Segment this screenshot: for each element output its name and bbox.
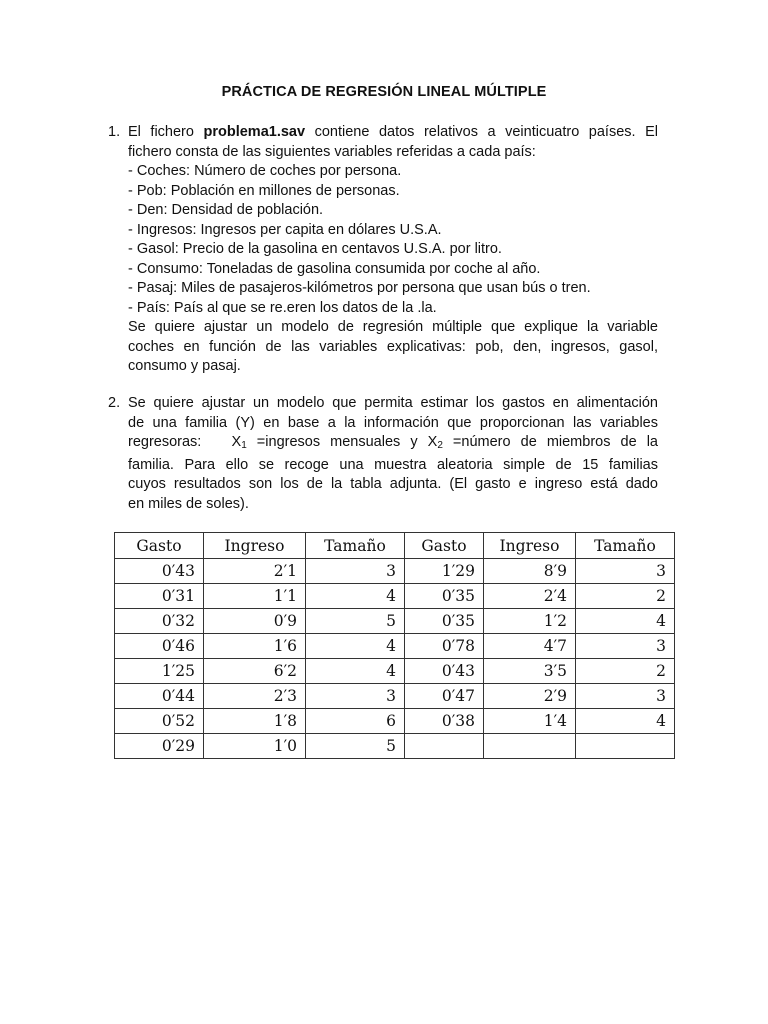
header-tamano-1: Tamaño (306, 533, 405, 559)
table-cell: 2′9 (484, 684, 576, 709)
table-cell: 1′6 (204, 634, 306, 659)
table-cell (405, 734, 484, 759)
table-row (115, 709, 675, 734)
table-row (115, 634, 675, 659)
table-cell: 0′29 (115, 734, 204, 759)
table-cell: 3 (576, 559, 675, 584)
table-cell: 1′8 (204, 709, 306, 734)
subscript-1: 1 (241, 440, 247, 451)
table-cell: 1′0 (204, 734, 306, 759)
table-cell: 0′46 (115, 634, 204, 659)
file-name: problema1.sav (203, 124, 306, 140)
table-cell: 4 (306, 634, 405, 659)
table-cell: 1′29 (405, 559, 484, 584)
exercise-2-body (128, 394, 658, 514)
table-cell: 0′35 (405, 609, 484, 634)
page-title: PRÁCTICA DE REGRESIÓN LINEAL MÚLTIPLE (221, 84, 547, 100)
exercise-2-line1: Se quiere ajustar un modelo que permita estimar los gastos en alimentación (128, 395, 658, 411)
table-cell: 3 (306, 559, 405, 584)
table-cell: 4 (306, 659, 405, 684)
table-cell: 2 (576, 659, 675, 684)
header-ingreso-2: Ingreso (484, 533, 576, 559)
exercise-2-line4: familia. Para ello se recoge una muestra aleatoria simple de 15 familias (128, 456, 658, 473)
exercise-2-line6: en miles de soles). (128, 495, 249, 512)
table-cell: 0′47 (405, 684, 484, 709)
table-cell: 6 (306, 709, 405, 734)
table-row (115, 659, 675, 684)
table-header-row (115, 533, 675, 559)
table-cell (484, 734, 576, 759)
exercise-1-number: 1. (108, 124, 121, 140)
exercise-2-number: 2. (108, 395, 121, 411)
table-cell: 0′43 (115, 559, 204, 584)
intro-text-after: contiene datos relativos a veinticuatro países. El (305, 124, 658, 140)
variable-coches: - Coches: Número de coches por persona. (128, 163, 402, 179)
table-cell: 0′78 (405, 634, 484, 659)
table-cell: 0′31 (115, 584, 204, 609)
header-ingreso-1: Ingreso (204, 533, 306, 559)
intro-text-before: El fichero (128, 124, 204, 140)
variable-ingresos: - Ingresos: Ingresos per capita en dólares U.S.A. (128, 221, 442, 238)
table-row (115, 584, 675, 609)
table-cell: 0′32 (115, 609, 204, 634)
subscript-2: 2 (437, 440, 443, 451)
table-row (115, 734, 675, 759)
header-gasto-2: Gasto (405, 533, 484, 559)
exercise-1-closing-line1: Se quiere ajustar un modelo de regresión múltiple que explique la variable (128, 319, 658, 335)
exercise-2-line5: cuyos resultados son los de la tabla adjunta. (El gasto e ingreso está dado (128, 476, 658, 492)
table-cell: 0′44 (115, 684, 204, 709)
exercise-2-line2: de una familia (Y) en base a la información que proporcionan las variables (128, 414, 658, 431)
table-cell: 4′7 (484, 634, 576, 659)
variable-pob: - Pob: Población en millones de personas. (128, 182, 400, 199)
table-row (115, 609, 675, 634)
table-cell: 0′38 (405, 709, 484, 734)
table-cell: 4 (306, 584, 405, 609)
table-row (115, 559, 675, 584)
table-cell: 0′52 (115, 709, 204, 734)
table-cell: 2′4 (484, 584, 576, 609)
table-cell: 1′25 (115, 659, 204, 684)
table-cell: 3 (576, 634, 675, 659)
variable-pasaj: - Pasaj: Miles de pasajeros-kilómetros por persona que usan bús o tren. (128, 280, 591, 296)
table-cell (576, 734, 675, 759)
variable-pais: - País: País al que se re.eren los datos de la .la. (128, 299, 437, 316)
variable-consumo: - Consumo: Toneladas de gasolina consumida por coche al año. (128, 260, 541, 277)
table-cell: 6′2 (204, 659, 306, 684)
line3-part-b: =ingresos mensuales y X (246, 434, 438, 450)
exercise-1-intro-line2: fichero consta de las siguientes variables referidas a cada país: (128, 143, 536, 160)
table-cell: 1′2 (484, 609, 576, 634)
table-cell: 0′43 (405, 659, 484, 684)
exercise-1-body (128, 123, 658, 377)
table-cell: 2′1 (204, 559, 306, 584)
table-cell: 3′5 (484, 659, 576, 684)
exercise-1-closing-line2: coches en función de las variables explicativas: pob, den, ingresos, gasol, (128, 338, 658, 355)
data-table (114, 532, 675, 759)
table-cell: 2 (576, 584, 675, 609)
table-cell: 0′9 (204, 609, 306, 634)
header-tamano-2: Tamaño (576, 533, 675, 559)
variable-den: - Den: Densidad de población. (128, 202, 324, 218)
table-cell: 1′4 (484, 709, 576, 734)
table-row (115, 684, 675, 709)
table-cell: 5 (306, 609, 405, 634)
table-cell: 3 (576, 684, 675, 709)
table-cell: 4 (576, 609, 675, 634)
table-cell: 3 (306, 684, 405, 709)
line3-part-a: regresoras: X (128, 434, 242, 450)
table-cell: 4 (576, 709, 675, 734)
exercise-1 (108, 123, 658, 377)
variable-gasol: - Gasol: Precio de la gasolina en centavos U.S.A. por litro. (128, 241, 502, 257)
exercise-2-line3 (128, 433, 658, 456)
table-cell: 8′9 (484, 559, 576, 584)
table-cell: 0′35 (405, 584, 484, 609)
table-cell: 5 (306, 734, 405, 759)
line3-part-c: =número de miembros de la (442, 434, 658, 450)
exercise-2 (108, 394, 658, 514)
table-cell: 1′1 (204, 584, 306, 609)
table-cell: 2′3 (204, 684, 306, 709)
exercise-1-intro-line1 (128, 123, 658, 143)
exercise-1-closing-line3: consumo y pasaj. (128, 358, 241, 374)
header-gasto-1: Gasto (115, 533, 204, 559)
